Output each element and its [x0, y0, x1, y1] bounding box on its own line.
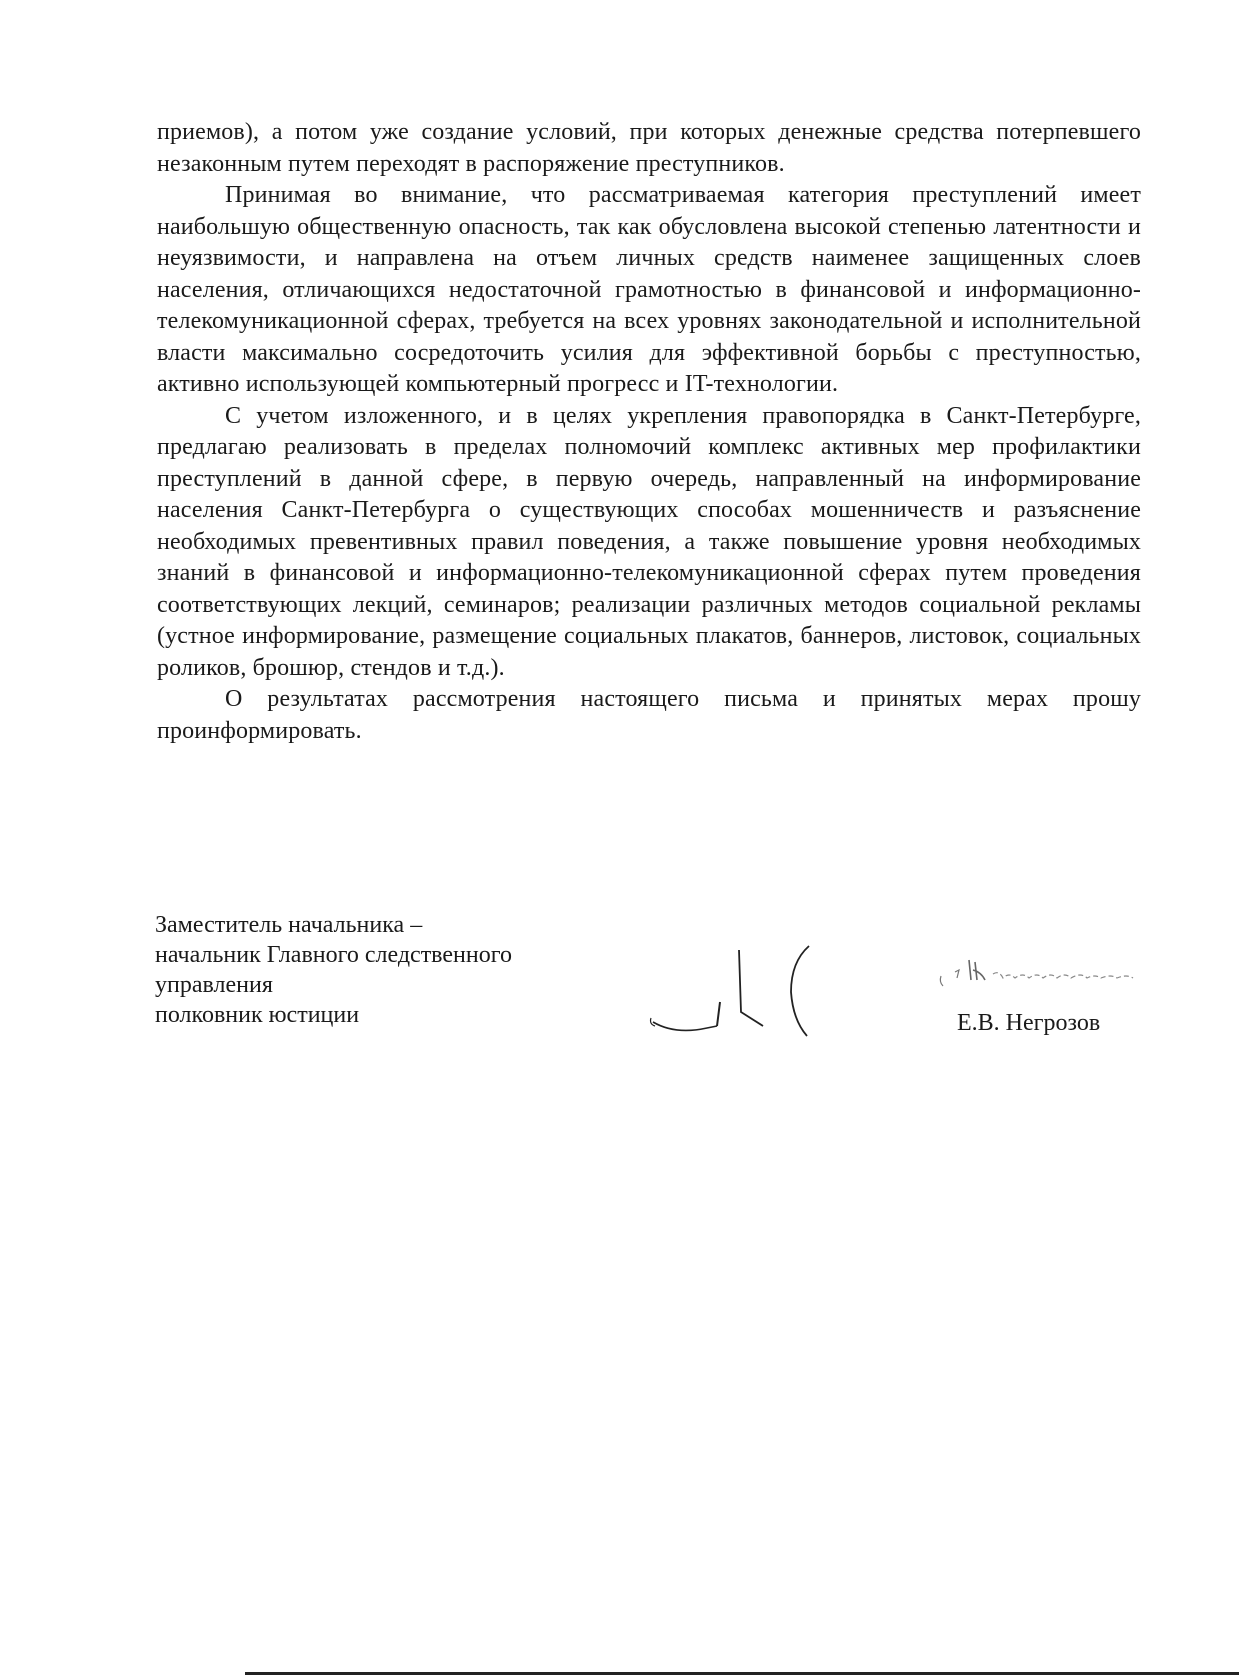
position-line: управления [155, 972, 273, 998]
signature-block [155, 910, 1145, 1040]
paragraph-request: О результатах рассмотрения настоящего письма и принятых мерах прошу проинформировать. [157, 686, 1141, 744]
letter-body [157, 117, 1141, 747]
signer-name: Е.В. Негрозов [957, 1010, 1101, 1036]
paragraph-danger-assessment: Принимая во внимание, что рассматриваемая категория преступлений имеет наибольшую общественную опасность, так как обусловлена высокой степенью латентности и неуязвимости, и направлена на отъем личных средств наименее защищенных слоев населения, отличающихся недостаточной грамотностью в финансовой и информационно-телекомуникационной сферах, требуется на всех уровнях законодательной и исполнительной власти максимально сосредоточить усилия для эффективной борьбы с преступностью, активно использующей компьютерный прогресс и IT-технологии. [157, 182, 1141, 397]
signer-position [155, 910, 615, 1030]
page-bottom-edge [245, 1672, 1239, 1675]
position-line: полковник юстиции [155, 1002, 360, 1028]
handwritten-signature [645, 940, 845, 1050]
paragraph-continuation: приемов), а потом уже создание условий, при которых денежные средства потерпевшего незаконным путем переходят в распоряжение преступников. [157, 119, 1141, 177]
position-line: Заместитель начальника – [155, 912, 423, 938]
position-line: начальник Главного следственного [155, 942, 512, 968]
faint-handwritten-mark [935, 950, 1185, 1000]
paragraph-proposal: С учетом изложенного, и в целях укрепления правопорядка в Санкт-Петербурге, предлагаю реализовать в пределах полномочий комплекс активных мер профилактики преступлений в данной сфере, в первую очередь, направленный на информирование населения Санкт-Петербурга о существующих способах мошенничеств и разъяснение необходимых превентивных правил поведения, а также повышение уровня необходимых знаний в финансовой и информационно-телекомуникационной сферах путем проведения соответствующих лекций, семинаров; реализации различных методов социальной рекламы (устное информирование, размещение социальных плакатов, баннеров, листовок, социальных роликов, брошюр, стендов и т.д.). [157, 402, 1141, 681]
